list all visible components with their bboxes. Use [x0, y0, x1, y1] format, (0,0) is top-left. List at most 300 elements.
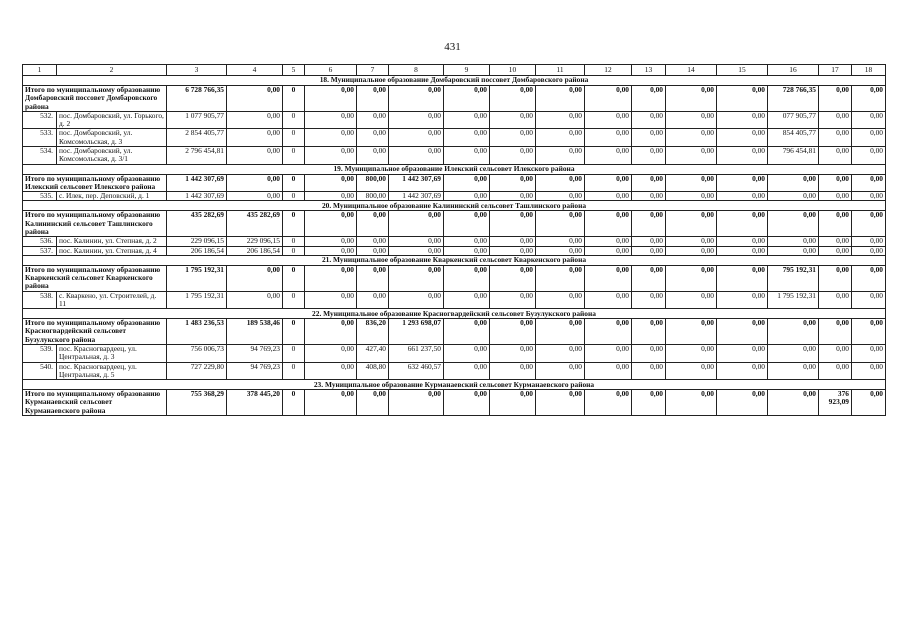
value-cell: 0,00 [768, 211, 819, 237]
value-cell: 0,00 [536, 86, 585, 112]
value-cell: 376 923,09 [819, 390, 852, 416]
value-cell: 0,00 [444, 86, 490, 112]
value-cell: 0,00 [717, 345, 768, 363]
value-cell: 0,00 [389, 146, 444, 164]
value-cell: 0,00 [305, 111, 357, 129]
value-cell: 0 [283, 246, 305, 255]
value-cell: 0,00 [585, 390, 632, 416]
value-cell: 0,00 [585, 319, 632, 345]
value-cell: 1 795 192,31 [167, 291, 227, 309]
row-number: 532. [23, 111, 57, 129]
value-cell: 0,00 [536, 146, 585, 164]
value-cell: 0,00 [305, 390, 357, 416]
value-cell: 0,00 [357, 211, 389, 237]
value-cell: 796 454,81 [768, 146, 819, 164]
total-label: Итого по муниципальному образованию Красногвардейский сельсовет Бузулукского района [23, 319, 167, 345]
value-cell: 408,80 [357, 362, 389, 380]
value-cell: 427,40 [357, 345, 389, 363]
value-cell: 0,00 [852, 362, 886, 380]
value-cell: 206 186,54 [227, 246, 283, 255]
value-cell: 0,00 [305, 174, 357, 192]
column-header-row [23, 65, 886, 76]
value-cell: 0,00 [536, 265, 585, 291]
total-label: Итого по муниципальному образованию Домбаровский поссовет Домбаровского района [23, 86, 167, 112]
value-cell: 0,00 [768, 174, 819, 192]
value-cell: 0,00 [585, 291, 632, 309]
value-cell: 0,00 [536, 129, 585, 147]
value-cell: 0 [283, 345, 305, 363]
value-cell: 0,00 [819, 291, 852, 309]
value-cell: 1 795 192,31 [167, 265, 227, 291]
value-cell: 0,00 [852, 390, 886, 416]
value-cell: 0,00 [632, 345, 666, 363]
section-title: 19. Муниципальное образование Илекский сельсовет Илекского района [23, 164, 886, 174]
value-cell: 0,00 [444, 129, 490, 147]
value-cell: 0 [283, 146, 305, 164]
value-cell: 1 077 905,77 [167, 111, 227, 129]
value-cell: 0,00 [666, 237, 717, 246]
value-cell: 0,00 [819, 319, 852, 345]
value-cell: 0,00 [444, 345, 490, 363]
value-cell: 0,00 [852, 174, 886, 192]
address-cell: пос. Домбаровский, ул. Комсомольская, д. 3/1 [57, 146, 167, 164]
value-cell: 0,00 [632, 192, 666, 201]
value-cell: 0,00 [305, 319, 357, 345]
value-cell: 0,00 [490, 246, 536, 255]
value-cell: 0,00 [305, 345, 357, 363]
value-cell: 0,00 [666, 319, 717, 345]
row-number: 539. [23, 345, 57, 363]
value-cell: 0,00 [768, 345, 819, 363]
value-cell: 0,00 [585, 174, 632, 192]
value-cell: 0,00 [357, 129, 389, 147]
column-header: 9 [444, 65, 490, 76]
value-cell: 0,00 [490, 291, 536, 309]
value-cell: 0,00 [227, 86, 283, 112]
value-cell: 435 282,69 [227, 211, 283, 237]
row-number: 537. [23, 246, 57, 255]
value-cell: 0,00 [585, 192, 632, 201]
table-row [23, 237, 886, 246]
value-cell: 0,00 [852, 319, 886, 345]
value-cell: 0,00 [819, 345, 852, 363]
value-cell: 0,00 [389, 237, 444, 246]
address-cell: с. Кваркено, ул. Строителей, д. 11 [57, 291, 167, 309]
value-cell: 0,00 [768, 390, 819, 416]
value-cell: 0,00 [819, 146, 852, 164]
column-header: 11 [536, 65, 585, 76]
value-cell: 0,00 [305, 146, 357, 164]
section-header-row [23, 201, 886, 211]
value-cell: 0,00 [389, 265, 444, 291]
value-cell: 0,00 [819, 265, 852, 291]
value-cell: 2 796 454,81 [167, 146, 227, 164]
value-cell: 0,00 [717, 111, 768, 129]
value-cell: 0,00 [444, 111, 490, 129]
value-cell: 0,00 [632, 211, 666, 237]
value-cell: 0,00 [444, 291, 490, 309]
value-cell: 0,00 [632, 111, 666, 129]
value-cell: 0,00 [666, 362, 717, 380]
value-cell: 0,00 [227, 291, 283, 309]
value-cell: 0,00 [585, 211, 632, 237]
value-cell: 0,00 [819, 362, 852, 380]
value-cell: 0,00 [444, 174, 490, 192]
value-cell: 378 445,20 [227, 390, 283, 416]
value-cell: 661 237,50 [389, 345, 444, 363]
value-cell: 0,00 [357, 111, 389, 129]
column-header: 6 [305, 65, 357, 76]
value-cell: 0,00 [819, 237, 852, 246]
section-title: 18. Муниципальное образование Домбаровский поссовет Домбаровского района [23, 76, 886, 86]
value-cell: 0,00 [585, 111, 632, 129]
column-header: 12 [585, 65, 632, 76]
value-cell: 0,00 [666, 345, 717, 363]
value-cell: 0,00 [305, 86, 357, 112]
value-cell: 0,00 [585, 362, 632, 380]
value-cell: 0,00 [632, 265, 666, 291]
value-cell: 0,00 [490, 111, 536, 129]
value-cell: 0,00 [227, 174, 283, 192]
value-cell: 0,00 [357, 237, 389, 246]
section-header-row [23, 164, 886, 174]
value-cell: 0,00 [819, 86, 852, 112]
value-cell: 0,00 [717, 319, 768, 345]
value-cell: 0,00 [768, 362, 819, 380]
value-cell: 0,00 [632, 319, 666, 345]
total-row [23, 211, 886, 237]
value-cell: 0,00 [444, 390, 490, 416]
total-label: Итого по муниципальному образованию Калининский сельсовет Ташлинского района [23, 211, 167, 237]
value-cell: 0,00 [768, 192, 819, 201]
value-cell: 0,00 [305, 237, 357, 246]
value-cell: 0 [283, 237, 305, 246]
value-cell: 0,00 [536, 174, 585, 192]
value-cell: 1 442 307,69 [389, 192, 444, 201]
address-cell: пос. Домбаровский, ул. Комсомольская, д. 3 [57, 129, 167, 147]
value-cell: 435 282,69 [167, 211, 227, 237]
value-cell: 0,00 [536, 211, 585, 237]
value-cell: 0,00 [490, 237, 536, 246]
value-cell: 800,00 [357, 192, 389, 201]
value-cell: 1 442 307,69 [389, 174, 444, 192]
value-cell: 0,00 [768, 246, 819, 255]
value-cell: 0,00 [717, 265, 768, 291]
value-cell: 0,00 [357, 86, 389, 112]
value-cell: 0,00 [357, 390, 389, 416]
value-cell: 0,00 [227, 265, 283, 291]
value-cell: 0,00 [632, 291, 666, 309]
value-cell: 0,00 [717, 146, 768, 164]
value-cell: 0 [283, 111, 305, 129]
table-row [23, 192, 886, 201]
value-cell: 0,00 [389, 291, 444, 309]
value-cell: 0,00 [666, 192, 717, 201]
value-cell: 6 728 766,35 [167, 86, 227, 112]
column-header: 13 [632, 65, 666, 76]
value-cell: 206 186,54 [167, 246, 227, 255]
value-cell: 0,00 [852, 211, 886, 237]
value-cell: 0,00 [717, 211, 768, 237]
value-cell: 0,00 [852, 129, 886, 147]
value-cell: 0,00 [305, 246, 357, 255]
address-cell: с. Илек, пер. Деповский, д. 1 [57, 192, 167, 201]
value-cell: 0,00 [490, 192, 536, 201]
total-label: Итого по муниципальному образованию Курманаевский сельсовет Курманаевского района [23, 390, 167, 416]
value-cell: 0,00 [852, 291, 886, 309]
value-cell: 0 [283, 319, 305, 345]
value-cell: 0,00 [666, 86, 717, 112]
value-cell: 854 405,77 [768, 129, 819, 147]
value-cell: 2 854 405,77 [167, 129, 227, 147]
value-cell: 0,00 [536, 390, 585, 416]
value-cell: 0,00 [389, 111, 444, 129]
value-cell: 0,00 [490, 319, 536, 345]
value-cell: 0,00 [585, 86, 632, 112]
value-cell: 0,00 [444, 211, 490, 237]
value-cell: 0,00 [666, 265, 717, 291]
table-row [23, 111, 886, 129]
value-cell: 0,00 [305, 129, 357, 147]
value-cell: 0,00 [666, 246, 717, 255]
value-cell: 0,00 [389, 246, 444, 255]
value-cell: 0,00 [357, 146, 389, 164]
value-cell: 0,00 [852, 111, 886, 129]
value-cell: 0,00 [717, 291, 768, 309]
value-cell: 0,00 [632, 129, 666, 147]
total-row [23, 265, 886, 291]
column-header: 1 [23, 65, 57, 76]
value-cell: 0,00 [389, 211, 444, 237]
value-cell: 0,00 [819, 192, 852, 201]
value-cell: 0,00 [227, 192, 283, 201]
value-cell: 0,00 [536, 291, 585, 309]
value-cell: 0,00 [305, 211, 357, 237]
value-cell: 0,00 [852, 146, 886, 164]
value-cell: 0,00 [852, 86, 886, 112]
value-cell: 0 [283, 362, 305, 380]
value-cell: 229 096,15 [227, 237, 283, 246]
row-number: 535. [23, 192, 57, 201]
value-cell: 0,00 [632, 146, 666, 164]
section-header-row [23, 380, 886, 390]
value-cell: 0,00 [305, 291, 357, 309]
column-header: 17 [819, 65, 852, 76]
value-cell: 795 192,31 [768, 265, 819, 291]
value-cell: 0,00 [717, 390, 768, 416]
section-title: 22. Муниципальное образование Красногвардейский сельсовет Бузулукского района [23, 309, 886, 319]
value-cell: 0,00 [536, 246, 585, 255]
column-header: 2 [57, 65, 167, 76]
value-cell: 727 229,80 [167, 362, 227, 380]
value-cell: 0,00 [536, 319, 585, 345]
value-cell: 0,00 [717, 246, 768, 255]
value-cell: 632 460,57 [389, 362, 444, 380]
value-cell: 0,00 [717, 362, 768, 380]
value-cell: 0,00 [717, 174, 768, 192]
value-cell: 0,00 [852, 246, 886, 255]
value-cell: 1 442 307,69 [167, 192, 227, 201]
value-cell: 0,00 [305, 362, 357, 380]
value-cell: 0,00 [768, 319, 819, 345]
value-cell: 0,00 [536, 362, 585, 380]
value-cell: 0,00 [490, 174, 536, 192]
address-cell: пос. Красногвардеец, ул. Центральная, д. 5 [57, 362, 167, 380]
value-cell: 755 368,29 [167, 390, 227, 416]
value-cell: 0,00 [585, 146, 632, 164]
total-row [23, 390, 886, 416]
value-cell: 0,00 [490, 265, 536, 291]
address-cell: пос. Красногвардеец, ул. Центральная, д. 3 [57, 345, 167, 363]
value-cell: 0,00 [444, 246, 490, 255]
value-cell: 0,00 [585, 237, 632, 246]
value-cell: 0,00 [444, 362, 490, 380]
value-cell: 0,00 [490, 345, 536, 363]
value-cell: 0,00 [536, 345, 585, 363]
value-cell: 0,00 [666, 111, 717, 129]
column-header: 8 [389, 65, 444, 76]
value-cell: 0,00 [717, 237, 768, 246]
value-cell: 0,00 [305, 265, 357, 291]
value-cell: 0,00 [490, 390, 536, 416]
value-cell: 0,00 [819, 111, 852, 129]
row-number: 540. [23, 362, 57, 380]
value-cell: 0,00 [717, 86, 768, 112]
value-cell: 0,00 [444, 146, 490, 164]
report-table [22, 64, 886, 416]
value-cell: 0,00 [585, 246, 632, 255]
value-cell: 1 795 192,31 [768, 291, 819, 309]
value-cell: 0,00 [666, 174, 717, 192]
value-cell: 0,00 [444, 319, 490, 345]
value-cell: 0,00 [819, 174, 852, 192]
value-cell: 0,00 [389, 390, 444, 416]
section-title: 21. Муниципальное образование Кваркенский сельсовет Кваркенского района [23, 255, 886, 265]
value-cell: 0,00 [357, 265, 389, 291]
value-cell: 0,00 [819, 211, 852, 237]
section-title: 20. Муниципальное образование Калининский сельсовет Ташлинского района [23, 201, 886, 211]
value-cell: 0,00 [632, 237, 666, 246]
value-cell: 0,00 [852, 345, 886, 363]
value-cell: 0,00 [632, 174, 666, 192]
value-cell: 0,00 [585, 265, 632, 291]
value-cell: 0,00 [490, 146, 536, 164]
value-cell: 0 [283, 211, 305, 237]
table-row [23, 362, 886, 380]
total-label: Итого по муниципальному образованию Кваркенский сельсовет Кваркенского района [23, 265, 167, 291]
page-number: 431 [444, 41, 461, 53]
address-cell: пос. Домбаровский, ул. Горького, д. 2 [57, 111, 167, 129]
value-cell: 0,00 [536, 237, 585, 246]
value-cell: 0,00 [490, 129, 536, 147]
section-title: 23. Муниципальное образование Курманаевский сельсовет Курманаевского района [23, 380, 886, 390]
value-cell: 0,00 [536, 111, 585, 129]
section-header-row [23, 309, 886, 319]
value-cell: 0,00 [852, 192, 886, 201]
value-cell: 0,00 [666, 129, 717, 147]
total-row [23, 174, 886, 192]
table-row [23, 246, 886, 255]
value-cell: 0 [283, 86, 305, 112]
value-cell: 0,00 [666, 146, 717, 164]
value-cell: 0,00 [490, 211, 536, 237]
column-header: 10 [490, 65, 536, 76]
column-header: 18 [852, 65, 886, 76]
value-cell: 0,00 [632, 86, 666, 112]
column-header: 3 [167, 65, 227, 76]
value-cell: 0,00 [717, 192, 768, 201]
value-cell: 0 [283, 192, 305, 201]
table-row [23, 129, 886, 147]
row-number: 533. [23, 129, 57, 147]
value-cell: 0,00 [768, 237, 819, 246]
total-row [23, 319, 886, 345]
column-header: 15 [717, 65, 768, 76]
address-cell: пос. Калинин, ул. Степная, д. 2 [57, 237, 167, 246]
value-cell: 0,00 [632, 390, 666, 416]
section-header-row [23, 76, 886, 86]
value-cell: 0,00 [227, 129, 283, 147]
value-cell: 0,00 [490, 86, 536, 112]
value-cell: 0 [283, 265, 305, 291]
value-cell: 229 096,15 [167, 237, 227, 246]
total-row [23, 86, 886, 112]
value-cell: 1 293 698,07 [389, 319, 444, 345]
value-cell: 1 442 307,69 [167, 174, 227, 192]
value-cell: 0,00 [666, 390, 717, 416]
row-number: 538. [23, 291, 57, 309]
value-cell: 077 905,77 [768, 111, 819, 129]
value-cell: 0,00 [227, 146, 283, 164]
value-cell: 0,00 [357, 246, 389, 255]
value-cell: 0,00 [305, 192, 357, 201]
value-cell: 728 766,35 [768, 86, 819, 112]
column-header: 5 [283, 65, 305, 76]
value-cell: 0 [283, 390, 305, 416]
value-cell: 0,00 [666, 291, 717, 309]
address-cell: пос. Калинин, ул. Степная, д. 4 [57, 246, 167, 255]
table-row [23, 345, 886, 363]
total-label: Итого по муниципальному образованию Илекский сельсовет Илекского района [23, 174, 167, 192]
value-cell: 0,00 [819, 129, 852, 147]
value-cell: 0,00 [717, 129, 768, 147]
value-cell: 800,00 [357, 174, 389, 192]
column-header: 7 [357, 65, 389, 76]
value-cell: 1 483 236,53 [167, 319, 227, 345]
column-header: 4 [227, 65, 283, 76]
value-cell: 836,20 [357, 319, 389, 345]
table-row [23, 146, 886, 164]
value-cell: 0,00 [536, 192, 585, 201]
value-cell: 0,00 [389, 86, 444, 112]
value-cell: 0,00 [852, 237, 886, 246]
row-number: 534. [23, 146, 57, 164]
column-header: 16 [768, 65, 819, 76]
value-cell: 0,00 [819, 246, 852, 255]
value-cell: 0,00 [444, 265, 490, 291]
value-cell: 0 [283, 291, 305, 309]
value-cell: 0,00 [444, 237, 490, 246]
table-row [23, 291, 886, 309]
value-cell: 0,00 [632, 246, 666, 255]
value-cell: 0,00 [585, 345, 632, 363]
value-cell: 0,00 [852, 265, 886, 291]
value-cell: 0,00 [632, 362, 666, 380]
value-cell: 94 769,23 [227, 362, 283, 380]
value-cell: 0,00 [357, 291, 389, 309]
column-header: 14 [666, 65, 717, 76]
row-number: 536. [23, 237, 57, 246]
